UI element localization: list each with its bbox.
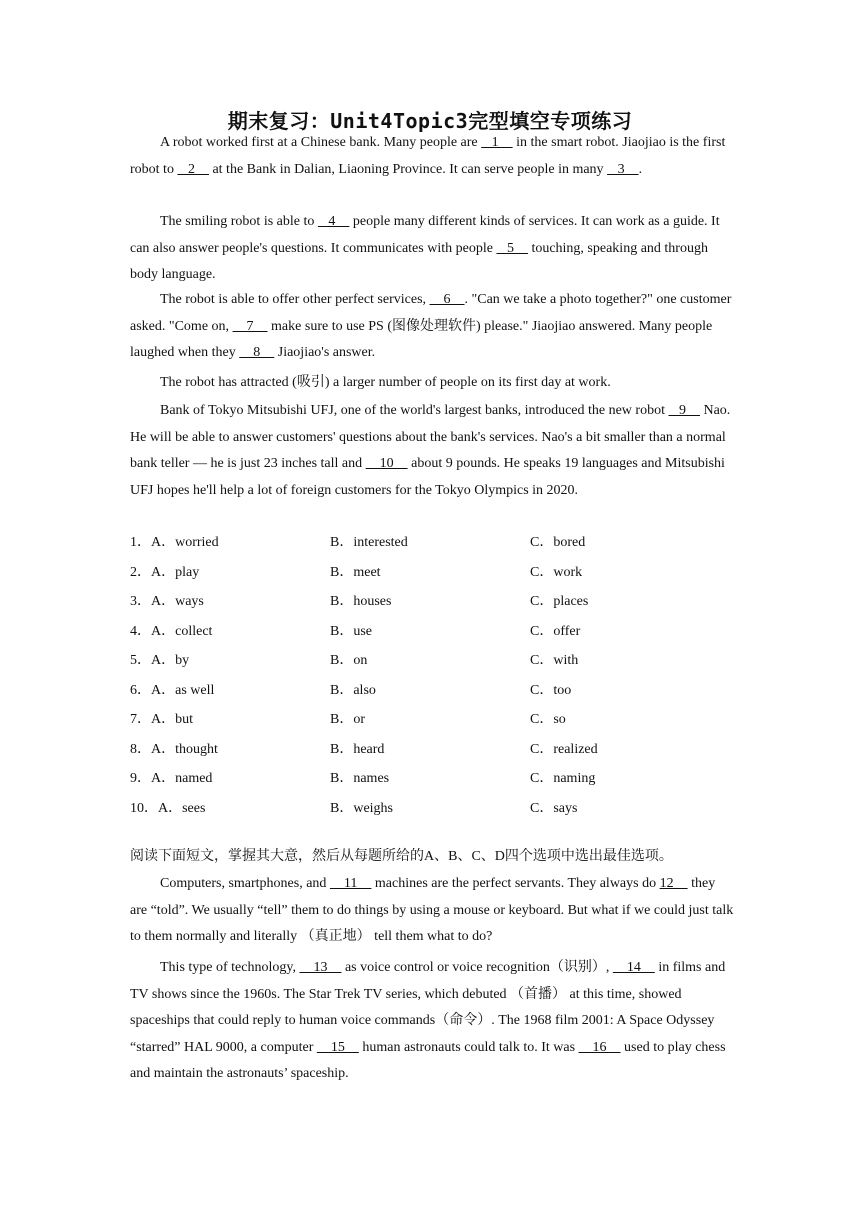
blank-14: 14: [612, 960, 655, 975]
option-b: B．weighs: [330, 800, 393, 816]
passage1-paragraph-5: [130, 398, 735, 504]
text-span: .: [638, 161, 643, 177]
text-span: make sure to use PS (图像处理软件) please." Jiaojiao answered. Many people laughed when they: [130, 318, 713, 360]
option-c: C．naming: [530, 771, 596, 786]
page-title: 期末复习：Unit4Topic3完型填空专项练习: [227, 109, 633, 133]
blank-5: 5: [496, 240, 528, 256]
blank-7: 7: [232, 318, 268, 334]
text-span: Computers, smartphones, and: [160, 876, 330, 891]
blank-3: 3: [607, 161, 639, 177]
text-span: The smiling robot is able to: [160, 214, 318, 229]
option-a: 9．A．named: [130, 771, 213, 786]
text-span: about 9 pounds. He speaks 19 languages and Mitsubishi UFJ hopes he'll help a lot of foreign customers for the Tokyo Olympics in 2020.: [130, 456, 725, 498]
option-row-5: [130, 650, 735, 680]
option-row-10: [130, 798, 735, 828]
option-c: C．says: [530, 800, 578, 816]
blank-6: 6: [429, 292, 465, 307]
option-b: B．on: [330, 653, 368, 668]
option-row-1: [130, 532, 735, 562]
text-span: touching, speaking and through body language.: [130, 240, 708, 282]
option-b: B．also: [330, 682, 376, 698]
blank-16: 16: [578, 1039, 621, 1055]
option-b: B．interested: [330, 535, 408, 550]
text-span: machines are the perfect servants. They always do: [371, 876, 660, 891]
passage1-paragraph-4: The robot has attracted (吸引) a larger number of people on its first day at work.: [160, 375, 611, 390]
text-span: they are “told”. We usually “tell” them to do things by using a mouse or keyboard. But what if we could just talk to them normally and literally （真正地） tell them what to do?: [130, 876, 734, 944]
option-a: 3．A．ways: [130, 594, 204, 609]
text-span: Jiaojiao's answer.: [274, 345, 376, 360]
blank-11: 11: [329, 876, 372, 891]
option-c: C．realized: [530, 741, 598, 757]
option-a: 2．A．play: [130, 564, 200, 580]
option-c: C．with: [530, 653, 579, 668]
option-row-6: [130, 680, 735, 710]
option-row-4: [130, 621, 735, 651]
option-c: C．so: [530, 712, 566, 727]
option-b: B．or: [330, 712, 365, 727]
option-c: C．too: [530, 682, 572, 698]
text-span: Nao. He will be able to answer customers' questions about the bank's services. Nao's a bit smaller than a normal bank teller — he is just 23 inches tall and: [130, 403, 731, 471]
section-instruction: 阅读下面短文，掌握其大意，然后从每题所给的A、B、C、D四个选项中选出最佳选项。: [130, 849, 673, 864]
option-b: B．heard: [330, 741, 385, 757]
option-a: 4．A．collect: [130, 623, 213, 639]
passage1-paragraph-3: [130, 287, 735, 367]
blank-15: 15: [316, 1039, 359, 1055]
passage2-paragraph-2: [130, 955, 735, 1088]
text-span: used to play chess and maintain the astronauts’ spaceship.: [130, 1039, 726, 1081]
option-c: C．places: [530, 594, 589, 609]
option-b: B．use: [330, 623, 372, 639]
text-span: in films and TV shows since the 1960s. The Star Trek TV series, which debuted （首播） at this time, showed spaceships that could reply to human voice commands（命令）. The 1968 film 2001: A Space Odyssey “starred” HAL 9000, a computer: [130, 960, 726, 1055]
option-row-8: [130, 739, 735, 769]
blank-10: 10: [365, 456, 408, 471]
text-span: This type of technology,: [160, 960, 300, 975]
text-span: as voice control or voice recognition（识别）,: [341, 960, 613, 975]
blank-1: 1: [481, 135, 513, 150]
text-span: in the smart robot. Jiaojiao is the first robot to: [130, 135, 726, 177]
option-b: B．names: [330, 771, 390, 786]
option-c: C．bored: [530, 535, 586, 550]
text-span: The robot is able to offer other perfect services,: [160, 292, 430, 307]
blank-12: 12: [659, 876, 688, 891]
option-b: B．houses: [330, 594, 392, 609]
option-c: C．work: [530, 564, 583, 580]
text-span: A robot worked first at a Chinese bank. Many people are: [160, 135, 482, 150]
option-row-3: [130, 591, 735, 621]
blank-9: 9: [668, 403, 700, 418]
option-row-2: [130, 562, 735, 592]
text-span: people many different kinds of services. It can work as a guide. It can also answer people's questions. It communicates with people: [130, 214, 720, 256]
option-c: C．offer: [530, 623, 581, 639]
blank-8: 8: [239, 345, 275, 360]
options-list: [130, 532, 735, 827]
option-b: B．meet: [330, 564, 381, 580]
option-a: 8．A．thought: [130, 741, 218, 757]
text-span: . "Can we take a photo together?" one customer asked. "Come on,: [130, 292, 732, 334]
passage2-paragraph-1: [130, 871, 735, 951]
option-a: 6．A．as well: [130, 682, 215, 698]
passage1-paragraph-2: [130, 209, 735, 289]
option-a: 5．A．by: [130, 653, 190, 668]
option-row-7: [130, 709, 735, 739]
option-a: 10．A．sees: [130, 800, 206, 816]
blank-4: 4: [317, 214, 350, 229]
option-a: 7．A．but: [130, 712, 193, 727]
blank-2: 2: [177, 161, 209, 177]
option-row-9: [130, 768, 735, 798]
blank-13: 13: [299, 960, 342, 975]
text-span: at the Bank in Dalian, Liaoning Province. It can serve people in many: [208, 161, 608, 177]
option-a: 1．A．worried: [130, 535, 219, 550]
text-span: human astronauts could talk to. It was: [358, 1039, 579, 1055]
text-span: Bank of Tokyo Mitsubishi UFJ, one of the world's largest banks, introduced the new robot: [160, 403, 669, 418]
passage1-paragraph-1: [130, 130, 735, 183]
